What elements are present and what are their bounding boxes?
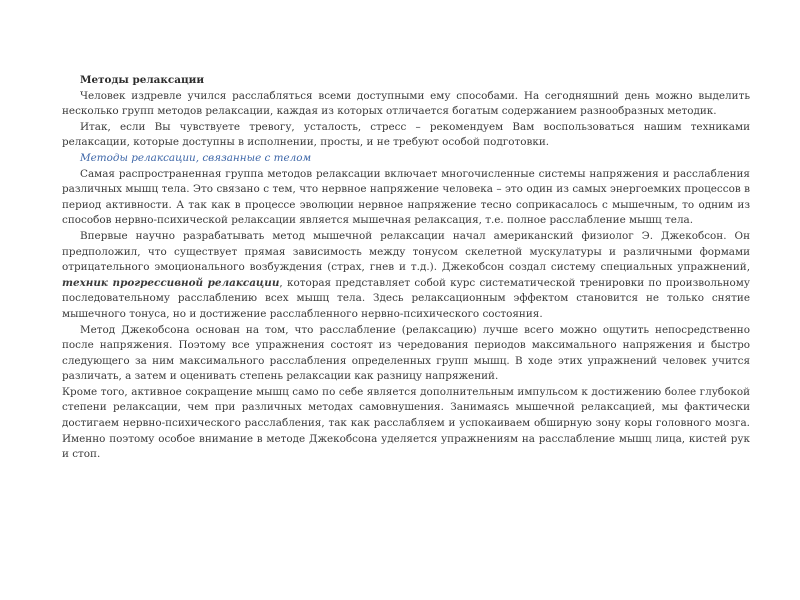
intro-paragraph-1: Человек издревле учился расслабляться всеми доступными ему способами. На сегодняшний день можно выделить несколько групп методов релаксации, каждая из которых отличается богатым содержанием разнообразных методик. — [62, 89, 750, 118]
body-paragraph-2 — [62, 229, 750, 323]
body-paragraph-2-end: , которая представляет собой курс систематической тренировки по произвольному последовательному расслаблению всех мышц тела. Здесь релаксационным эффектом становится не только снятие мышечного тонуса, но и достижение расслабленного нервно-психического состояния. — [62, 276, 751, 320]
body-paragraph-2-start: Впервые научно разрабатывать метод мышечной релаксации начал американский физиолог Э. Джекобсон. Он предположил, что существует прямая зависимость между тонусом скелетной мускулатуры и различными формами отрицательного эмоционального возбуждения (страх, гнев и т.д.). Джекобсон создал систему специальных упражнений, — [62, 229, 750, 274]
body-paragraph-1: Самая распространенная группа методов релаксации включает многочисленные системы напряжения и расслабления различных мышц тела. Это связано с тем, что нервное напряжение человека – это один из самых энергоемких процессов в период активности. А так как в процессе эволюции нервное напряжение тесно соприкасалось с мышечным, то одним из способов нервно-психической релаксации является мышечная релаксация, т.е. полное расслабление мышц тела. — [62, 167, 750, 227]
body-paragraph-3-part-2: Кроме того, активное сокращение мышц само по себе является дополнительным импульсом к достижению более глубокой степени релаксации, чем при различных методах самовнушения. Занимаясь мышечной релаксацией, мы фактически достигаем нервно-психического расслабления, так как расслабляем и успокаиваем обширную зону коры головного мозга. Именно поэтому особое внимание в методе Джекобсона уделяется упражнениям на расслабление мышц лица, кистей рук и стоп. — [62, 385, 750, 461]
intro-paragraph-2: Итак, если Вы чувствуете тревогу, усталость, стресс – рекомендуем Вам воспользоваться нашим техниками релаксации, которые доступны в исполнении, просты, и не требуют особой подготовки. — [62, 120, 750, 149]
body-paragraph-3-part-1: Метод Джекобсона основан на том, что расслабление (релаксацию) лучше всего можно ощутить непосредственно после напряжения. Поэтому все упражнения состоят из чередования периодов максимального напряжения и быстро следующего за ним максимального расслабления определенных групп мышц. В ходе этих упражнений человек учится различать, а затем и оценивать степень релаксации как разницу напряжений. — [62, 323, 750, 383]
body-paragraph-3 — [62, 323, 750, 463]
document-body — [62, 73, 750, 463]
emphasis-progressive-relaxation: техник прогрессивной релаксации — [62, 276, 280, 289]
document-title: Методы релаксации — [80, 74, 205, 86]
section-subtitle: Методы релаксации, связанные с телом — [80, 151, 312, 164]
